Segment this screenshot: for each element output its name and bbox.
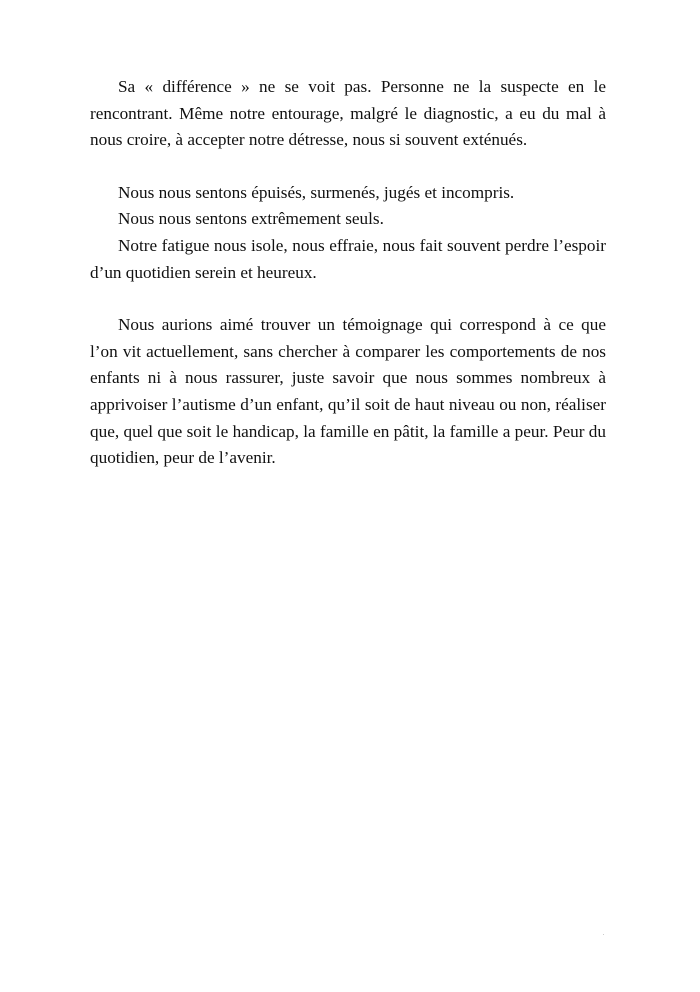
body-text (90, 74, 606, 472)
paragraph-alone: Nous nous sentons extrêmement seuls. (118, 209, 384, 229)
paragraph-difference: Sa « différence » ne se voit pas. Personne ne la suspecte en le rencontrant. Même notre entourage, malgré le diagnostic, a eu du mal à nous croire, à accepter notre détresse, nous si souvent exténués. (90, 77, 606, 150)
page-mark (603, 934, 604, 935)
paragraph-fatigue: Notre fatigue nous isole, nous effraie, nous fait souvent perdre l’espoir d’un quotidien serein et heureux. (90, 235, 606, 282)
paragraph-spacer (90, 154, 606, 180)
paragraph-spacer (90, 286, 606, 312)
paragraph-exhausted: Nous nous sentons épuisés, surmenés, jugés et incompris. (118, 182, 515, 202)
paragraph-testimony: Nous aurions aimé trouver un témoignage qui correspond à ce que l’on vit actuellement, sans chercher à comparer les comportements de nos enfants ni à nous rassurer, juste savoir que nous sommes nombreux à apprivoiser l’autisme d’un enfant, qu’il soit de haut niveau ou non, réaliser que, quel que soit le handicap, la famille en pâtit, la famille a peur. Peur du quotidien, peur de l’avenir. (90, 315, 606, 468)
